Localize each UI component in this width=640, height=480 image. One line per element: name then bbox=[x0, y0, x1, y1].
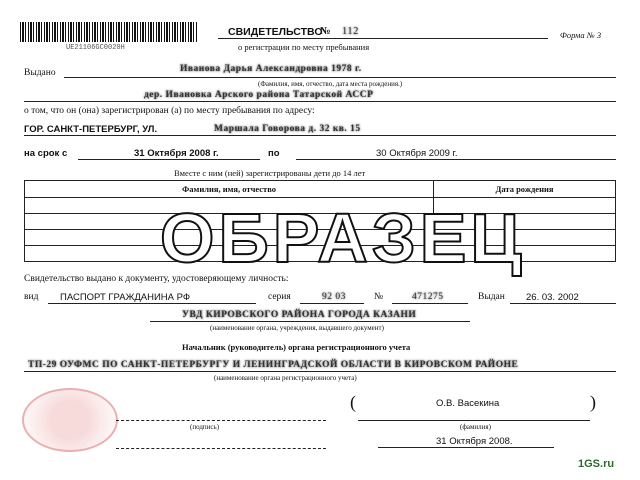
num-value: 471275 bbox=[412, 292, 444, 302]
issued-date: 26. 03. 2002 bbox=[526, 292, 579, 303]
col-name-header: Фамилия, имя, отчество bbox=[25, 181, 434, 198]
subtitle: о регистрации по месту пребывания bbox=[238, 42, 370, 52]
caption-signature: (подпись) bbox=[190, 423, 220, 431]
issued-date-label: Выдан bbox=[478, 292, 505, 302]
kind-label: вид bbox=[24, 292, 39, 302]
address-hidden: Маршала Говорова д. 32 кв. 15 bbox=[214, 124, 361, 134]
barcode bbox=[20, 22, 198, 42]
caption-authority: (наименование органа, учреждения, выдавшего документ) bbox=[210, 324, 384, 332]
series-label: серия bbox=[268, 292, 291, 302]
official-seal bbox=[22, 388, 118, 452]
num-label: № bbox=[374, 292, 384, 302]
col-birth-header: Дата рождения bbox=[434, 181, 616, 198]
term-to-label: по bbox=[268, 148, 280, 159]
caption-surname: (фамилия) bbox=[460, 423, 491, 431]
caption-reg: (наименование органа регистрационного учета) bbox=[214, 374, 357, 382]
registered-text: о том, что он (она) зарегистрирован (а) по месту пребывания по адресу: bbox=[24, 106, 315, 116]
barcode-id: UE21106GC0020H bbox=[66, 44, 125, 52]
issued-label: Выдано bbox=[24, 68, 56, 78]
sign-date: 31 Октября 2008. bbox=[436, 436, 513, 447]
term-label: на срок с bbox=[24, 148, 68, 159]
table-header-row bbox=[25, 181, 616, 198]
paren-left: ( bbox=[350, 392, 356, 412]
series-value: 92 03 bbox=[322, 292, 346, 302]
authority: УВД КИРОВСКОГО РАЙОНА ГОРОДА КАЗАНИ bbox=[182, 310, 417, 320]
reg-authority: ТП-29 ОУФМС ПО САНКТ-ПЕТЕРБУРГУ И ЛЕНИНГРАДСКОЙ ОБЛАСТИ В КИРОВСКОМ РАЙОНЕ bbox=[28, 360, 519, 370]
term-from: 31 Октября 2008 г. bbox=[134, 148, 219, 159]
term-to: 30 Октября 2009 г. bbox=[376, 148, 458, 159]
signer-name: О.В. Васекина bbox=[436, 398, 500, 409]
watermark: ОБРАЗЕЦ bbox=[160, 199, 526, 277]
form-label: Форма № 3 bbox=[560, 30, 602, 40]
number-label: № bbox=[320, 26, 331, 37]
caption-name: (Фамилия, имя, отчество, дата места рождения.) bbox=[258, 80, 403, 88]
address: ГОР. САНКТ-ПЕТЕРБУРГ, УЛ. bbox=[24, 124, 158, 135]
kind-value: ПАСПОРТ ГРАЖДАНИНА РФ bbox=[60, 292, 191, 303]
children-text: Вместе с ним (ней) зарегистрированы дети до 14 лет bbox=[174, 168, 366, 178]
issued-name: Иванова Дарья Александровна 1978 г. bbox=[180, 64, 362, 74]
birthplace: дер. Ивановка Арского района Татарской АССР bbox=[144, 90, 374, 100]
doc-text: Свидетельство выдано к документу, удостоверяющему личность: bbox=[24, 274, 289, 284]
site-label: 1GS.ru bbox=[578, 458, 615, 470]
document-title: СВИДЕТЕЛЬСТВО bbox=[228, 26, 323, 38]
number-value: 112 bbox=[342, 26, 359, 37]
paren-right: ) bbox=[590, 392, 596, 412]
head-label: Начальник (руководитель) органа регистрационного учета bbox=[182, 342, 411, 352]
